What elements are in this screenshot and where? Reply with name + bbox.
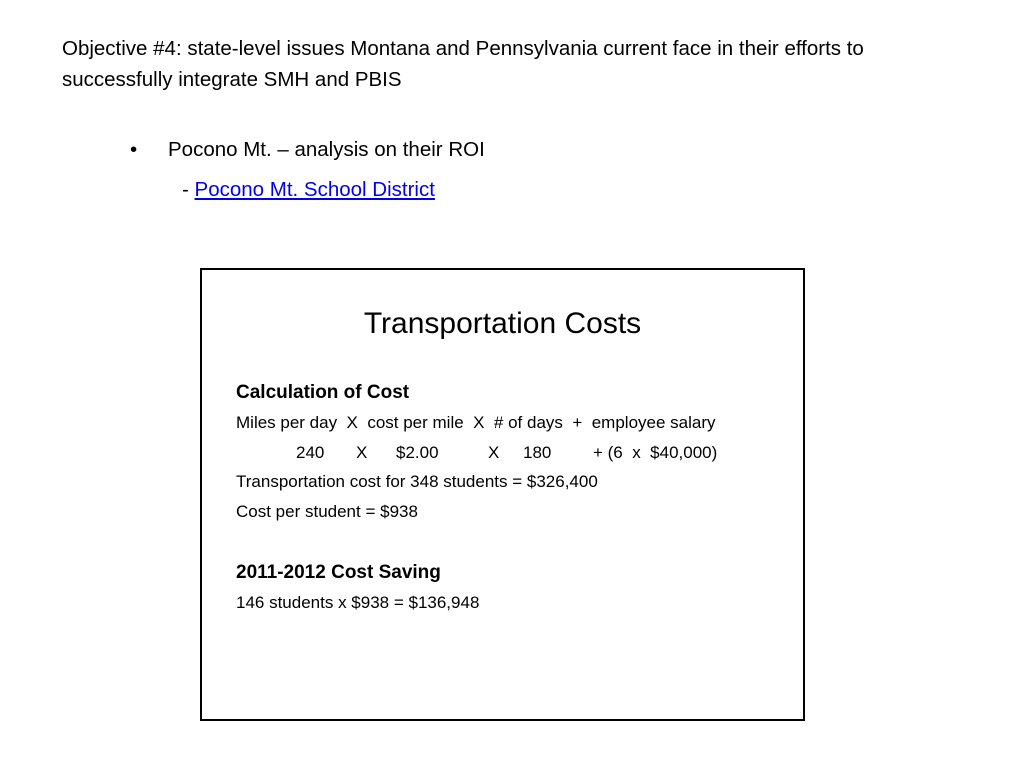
- objective-heading: Objective #4: state-level issues Montana and Pennsylvania current face in their efforts to successfully integrate SMH and PBIS: [62, 37, 864, 91]
- cost-values-row: [236, 438, 796, 468]
- cost-formula: Miles per day X cost per mile X # of days + employee salary: [236, 413, 716, 432]
- sub-item-prefix: -: [182, 178, 195, 201]
- cost-saving-heading: 2011-2012 Cost Saving: [236, 562, 441, 583]
- panel-body: [236, 378, 796, 618]
- transportation-cost-total: Transportation cost for 348 students = $326,400: [236, 472, 598, 491]
- multiply-sign: X: [356, 442, 368, 462]
- cost-saving-line: 146 students x $938 = $136,948: [236, 593, 480, 612]
- bullet-glyph: •: [130, 138, 138, 161]
- transportation-costs-panel: [200, 268, 805, 721]
- salary-value: + (6 x $40,000): [593, 442, 718, 462]
- calculation-heading: Calculation of Cost: [236, 382, 410, 403]
- multiply-sign: X: [488, 442, 500, 462]
- days-value: 180: [523, 442, 552, 462]
- bullet-item: [130, 135, 485, 165]
- sub-item: [182, 175, 435, 205]
- bullet-text: Pocono Mt. – analysis on their ROI: [168, 138, 485, 161]
- cost-per-mile-value: $2.00: [396, 442, 439, 462]
- cost-per-student: Cost per student = $938: [236, 501, 418, 521]
- miles-value: 240: [296, 442, 325, 462]
- panel-title: Transportation Costs: [363, 307, 642, 340]
- pocono-school-district-link[interactable]: Pocono Mt. School District: [194, 178, 435, 201]
